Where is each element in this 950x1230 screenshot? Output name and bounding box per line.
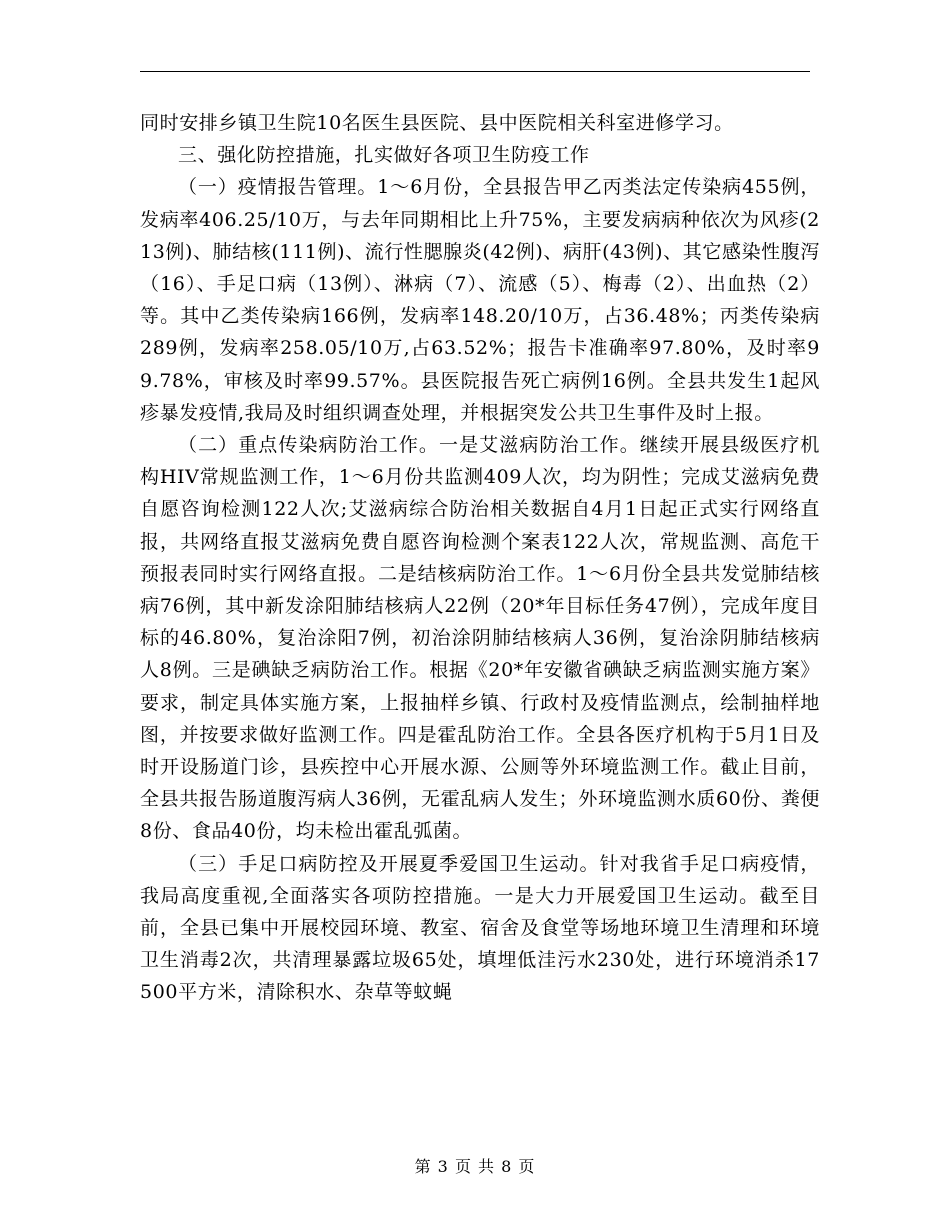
header-rule [140,71,810,72]
paragraph-hand-foot-mouth: （三）手足口病防控及开展夏季爱国卫生运动。针对我省手足口病疫情，我局高度重视,全面落实各项防控措施。一是大力开展爱国卫生运动。截至目前，全县已集中开展校园环境、教室、宿舍及食堂等场地环境卫生清理和环境卫生消毒2次，共清理暴露垃圾65处，填埋低洼污水230处，进行环境消杀17500平方米，清除积水、杂草等蚊蝇 [140,852,820,1004]
paragraph-epidemic-report: （一）疫情报告管理。1～6月份，全县报告甲乙丙类法定传染病455例，发病率406.25/10万，与去年同期相比上升75%，主要发病病种依次为风疹(213例)、肺结核(111例)、流行性腮腺炎(42例)、病肝(43例)、其它感染性腹泻（16）、手足口病（13例）、淋病（7）、流感（5）、梅毒（2）、出血热（2）等。其中乙类传染病166例，发病率148.20/10万，占36.48%；丙类传染病289例，发病率258.05/10万,占63.52%；报告卡准确率97.80%，及时率99.78%，审核及时率99.57%。县医院报告死亡病例16例。全县共发生1起风疹暴发疫情,我局及时组织调查处理，并根据突发公共卫生事件及时上报。 [140,176,820,424]
page-number: 第 3 页 共 8 页 [414,1157,536,1176]
document-body [140,107,820,1009]
paragraph-key-disease-control: （二）重点传染病防治工作。一是艾滋病防治工作。继续开展县级医疗机构HIV常规监测工作，1～6月份共监测409人次，均为阴性；完成艾滋病免费自愿咨询检测122人次;艾滋病综合防治相关数据自4月1日起正式实行网络直报，共网络直报艾滋病免费自愿咨询检测个案表122人次，常规监测、高危干预报表同时实行网络直报。二是结核病防治工作。1～6月份全县共发觉肺结核病76例，其中新发涂阳肺结核病人22例（20*年目标任务47例），完成年度目标的46.80%，复治涂阳7例，初治涂阴肺结核病人36例，复治涂阴肺结核病人8例。三是碘缺乏病防治工作。根据《20*年安徽省碘缺乏病监测实施方案》要求，制定具体实施方案，上报抽样乡镇、行政村及疫情监测点，绘制抽样地图，并按要求做好监测工作。四是霍乱防治工作。全县各医疗机构于5月1日及时开设肠道门诊，县疾控中心开展水源、公厕等外环境监测工作。截止目前，全县共报告肠道腹泻病人36例，无霍乱病人发生；外环境监测水质60份、粪便8份、食品40份，均未检出霍乱弧菌。 [140,434,820,843]
page-footer [0,1154,950,1177]
section-heading: 三、强化防控措施，扎实做好各项卫生防疫工作 [178,144,590,167]
paragraph-continuation: 同时安排乡镇卫生院10名医生县医院、县中医院相关科室进修学习。 [140,112,734,134]
